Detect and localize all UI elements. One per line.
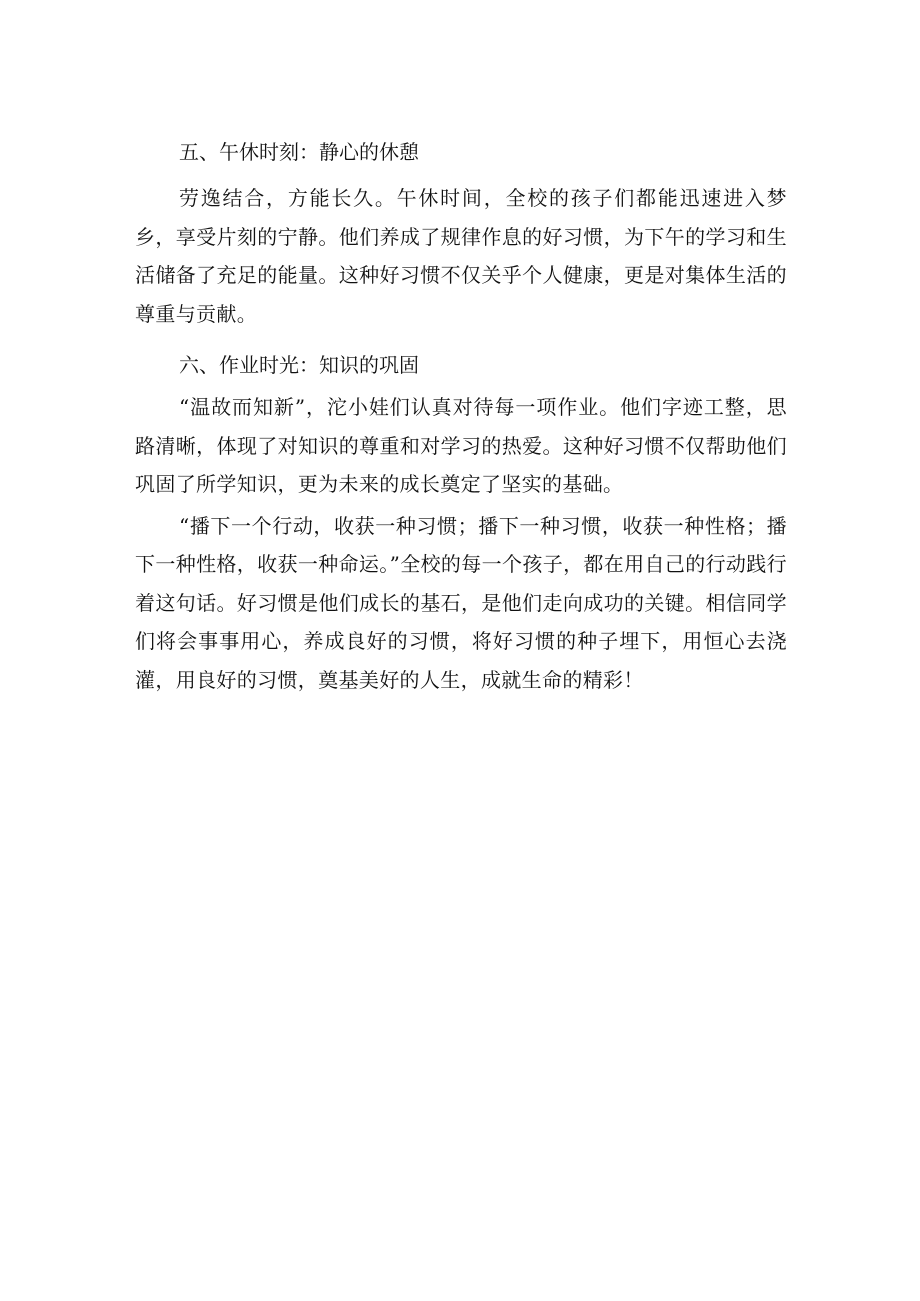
closing-paragraph: “播下一个行动，收获一种习惯；播下一种习惯，收获一种性格；播下一种性格，收获一种命运。”全校的每一个孩子，都在用自己的行动践行着这句话。好习惯是他们成长的基石，是他们走向成功的关键。相信同学们将会事事用心，养成良好的习惯，将好习惯的种子埋下，用恒心去浇灌，用良好的习惯，奠基美好的人生，成就生命的精彩！ — [135, 513, 787, 692]
section-heading-nap-time: 五、午休时刻：静心的休憩 — [179, 140, 419, 164]
section-paragraph-nap-time: 劳逸结合，方能长久。午休时间，全校的孩子们都能迅速进入梦乡，享受片刻的宁静。他们养成了规律作息的好习惯，为下午的学习和生活储备了充足的能量。这种好习惯不仅关乎个人健康，更是对集体生活的尊重与贡献。 — [135, 186, 787, 326]
section-heading-homework-time: 六、作业时光：知识的巩固 — [179, 353, 419, 377]
section-paragraph-homework-time: “温故而知新”，沱小娃们认真对待每一项作业。他们字迹工整，思路清晰，体现了对知识的尊重和对学习的热爱。这种好习惯不仅帮助他们巩固了所学知识，更为未来的成长奠定了坚实的基础。 — [135, 395, 787, 496]
document-body — [135, 132, 787, 699]
